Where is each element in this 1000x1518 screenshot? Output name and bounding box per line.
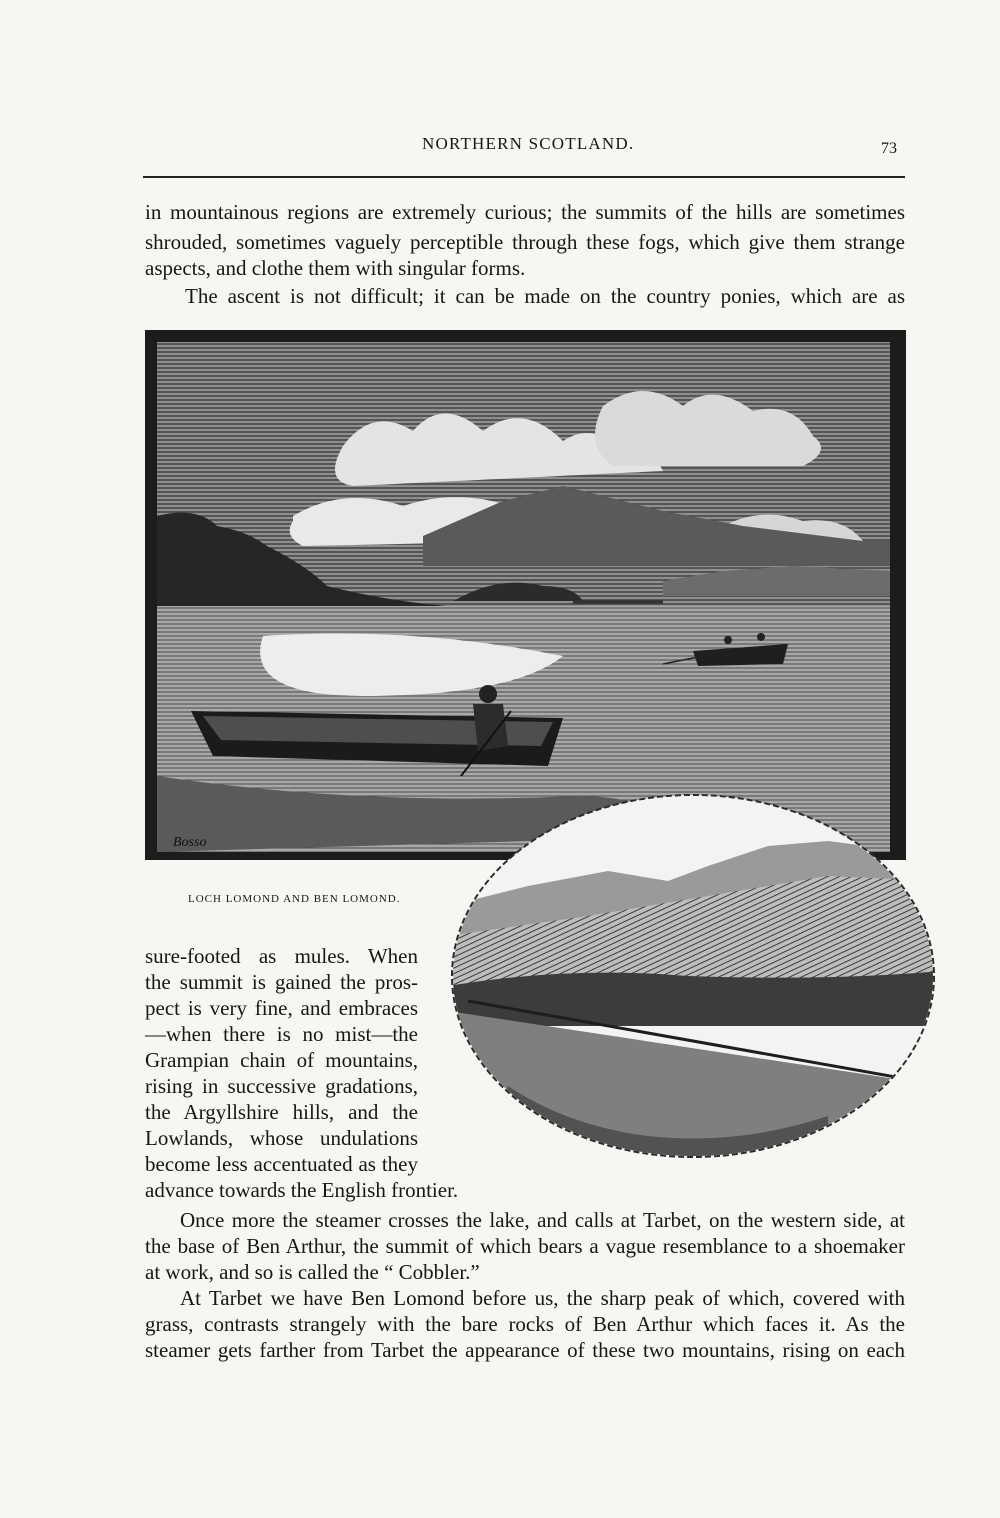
text-line: rising in successive gradations, [145, 1074, 418, 1098]
loch-lomond-engraving [143, 326, 908, 866]
text-line: pect is very fine, and embraces [145, 996, 418, 1020]
text-line: the Argyllshire hills, and the [145, 1100, 418, 1124]
text-line: advance towards the English frontier. [145, 1178, 459, 1202]
text-line: aspects, and clothe them with singular forms. [145, 256, 526, 280]
text-line: Grampian chain of mountains, [145, 1048, 418, 1072]
text-line: grass, contrasts strangely with the bare rocks of Ben Arthur which faces it. As the [145, 1312, 905, 1336]
text-line: the base of Ben Arthur, the summit of which bears a vague resemblance to a shoemaker [145, 1234, 905, 1258]
illustration-caption: LOCH LOMOND AND BEN LOMOND. [188, 893, 401, 905]
text-line: the summit is gained the pros- [145, 970, 418, 994]
text-line: sure-footed as mules. When [145, 944, 418, 968]
text-line: become less accentuated as they [145, 1152, 418, 1176]
page-number: 73 [881, 140, 897, 157]
text-line: shrouded, sometimes vaguely perceptible through these fogs, which give them strange [145, 230, 905, 254]
text-line: at work, and so is called the “ Cobbler.” [145, 1260, 480, 1284]
text-line: —when there is no mist—the [145, 1022, 418, 1046]
text-line: Once more the steamer crosses the lake, and calls at Tarbet, on the western side, at [180, 1208, 905, 1232]
header-rule [143, 176, 905, 178]
text-line: The ascent is not difficult; it can be made on the country ponies, which are as [185, 284, 905, 308]
running-title: NORTHERN SCOTLAND. [422, 134, 635, 153]
text-line: in mountainous regions are extremely curious; the summits of the hills are sometimes [145, 200, 905, 224]
mountain-vignette [448, 786, 942, 1176]
text-line: steamer gets farther from Tarbet the appearance of these two mountains, rising on each [145, 1338, 905, 1362]
text-line: At Tarbet we have Ben Lomond before us, the sharp peak of which, covered with [180, 1286, 905, 1310]
artist-signature: Bosso [173, 835, 207, 850]
text-line: Lowlands, whose undulations [145, 1126, 418, 1150]
